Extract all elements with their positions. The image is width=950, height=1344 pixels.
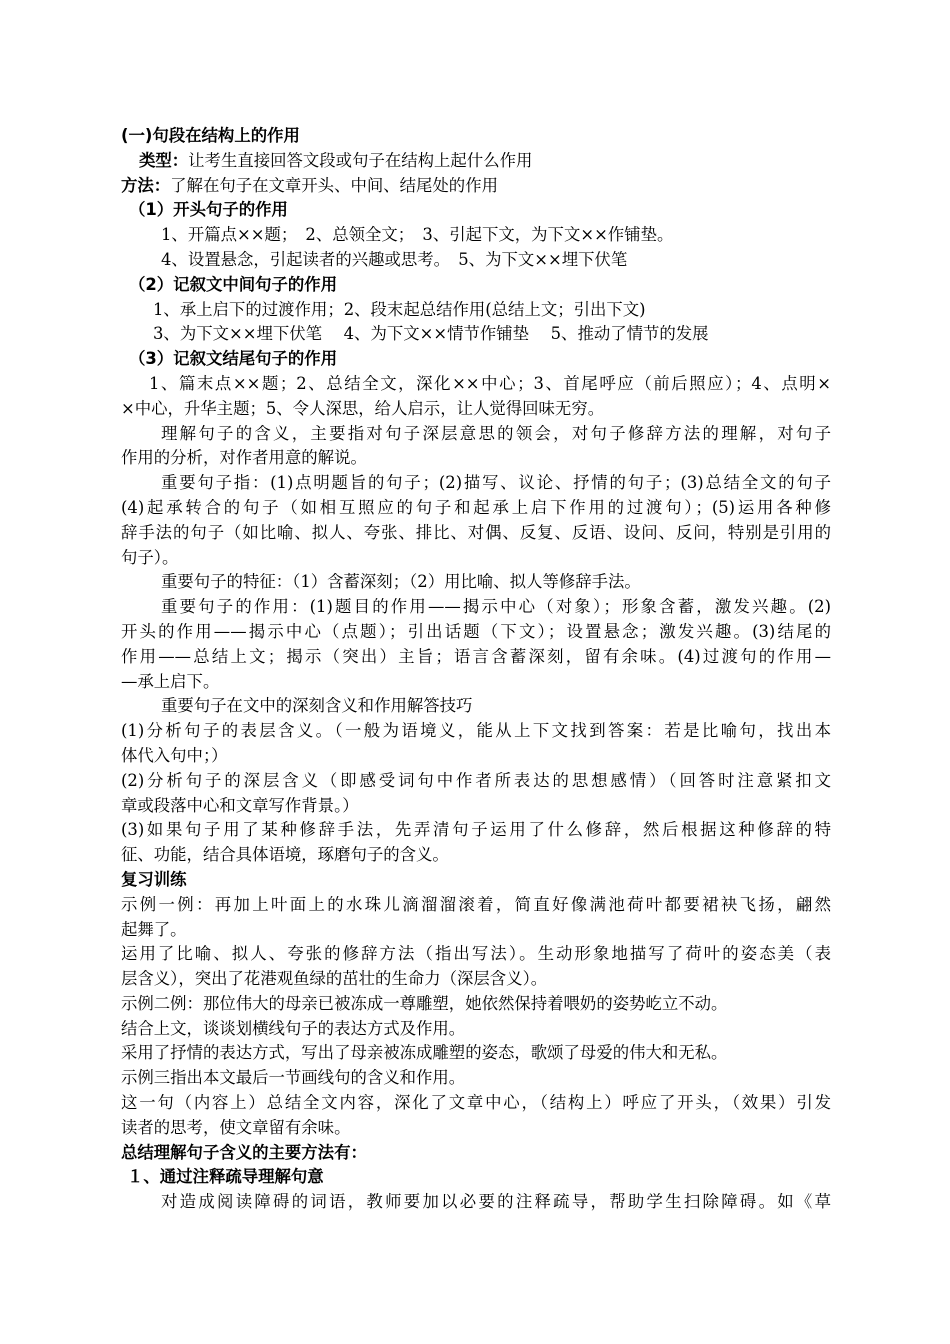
paragraph-line: 读者的思考，使文章留有余味。 bbox=[121, 1117, 351, 1137]
method-subheading: １、通过注释疏导理解句意 bbox=[127, 1167, 324, 1187]
opening-item-line: 1、开篇点××题； 2、总领全文； 3、引起下文，为下文××作铺垫。 bbox=[161, 225, 674, 245]
section-heading: (一)句段在结构上的作用 bbox=[121, 126, 300, 145]
review-heading: 复习训练 bbox=[121, 869, 187, 889]
paragraph-line: 运用了比喻、拟人、夸张的修辞方法（指出写法）。生动形象地描写了荷叶的姿态美（表 bbox=[121, 944, 831, 964]
paragraph-line: 重要句子在文中的深刻含义和作用解答技巧 bbox=[161, 696, 473, 716]
paragraph-line: 章或段落中心和文章写作背景。） bbox=[121, 795, 359, 815]
paragraph-line: ×中心，升华主题；5、令人深思，给人启示，让人觉得回味无穷。 bbox=[121, 398, 605, 418]
paragraph-line: 辞手法的句子（如比喻、拟人、夸张、排比、对偶、反复、反语、设问、反问，特别是引用的 bbox=[121, 522, 831, 542]
paragraph-line: 对造成阅读障碍的词语，教师要加以必要的注释疏导，帮助学生扫除障碍。如《草 bbox=[161, 1192, 831, 1212]
method-line bbox=[121, 174, 831, 199]
paragraph-line: 采用了抒情的表达方式，写出了母亲被冻成雕塑的姿态，歌颂了母爱的伟大和无私。 bbox=[121, 1043, 728, 1063]
paragraph-line: 重要句子的作用：(1)题目的作用——揭示中心（对象）；形象含蓄，激发兴趣。(2) bbox=[161, 597, 831, 617]
paragraph-line: 体代入句中；） bbox=[121, 745, 228, 765]
paragraph-line: 示例二例：那位伟大的母亲已被冻成一尊雕塑，她依然保持着喂奶的姿势屹立不动。 bbox=[121, 993, 728, 1013]
method-text: 了解在句子在文章开头、中间、结尾处的作用 bbox=[170, 175, 498, 195]
paragraph-line: (1)分析句子的表层含义。（一般为语境义，能从上下文找到答案：若是比喻句，找出本 bbox=[121, 721, 831, 741]
paragraph-line: 这一句（内容上）总结全文内容，深化了文章中心，（结构上）呼应了开头，（效果）引发 bbox=[121, 1093, 831, 1113]
paragraph-line: (3)如果句子用了某种修辞手法，先弄清句子运用了什么修辞，然后根据这种修辞的特 bbox=[121, 820, 831, 840]
method-label: 方法： bbox=[121, 175, 171, 195]
paragraph-line: 1、篇末点××题；2、总结全文，深化××中心；3、首尾呼应（前后照应）；4、点明× bbox=[149, 373, 831, 393]
document-page bbox=[121, 124, 831, 1215]
paragraph-line: 起舞了。 bbox=[121, 919, 187, 939]
paragraph-line: 重要句子的特征：（1）含蓄深刻；（2）用比喻、拟人等修辞手法。 bbox=[161, 572, 641, 592]
paragraph-line: 重要句子指：(1)点明题旨的句子；(2)描写、议论、抒情的句子；(3)总结全文的句子 bbox=[161, 473, 831, 493]
subheading-middle: （2）记叙文中间句子的作用 bbox=[129, 274, 338, 294]
paragraph-line: 作用——总结上文；揭示（突出）主旨；语言含蓄深刻，留有余味。(4)过渡句的作用— bbox=[121, 646, 831, 666]
paragraph-line: 理解句子的含义，主要指对句子深层意思的领会，对句子修辞方法的理解，对句子 bbox=[161, 423, 831, 443]
paragraph-line: (2)分析句子的深层含义（即感受词句中作者所表达的思想感情）（回答时注意紧扣文 bbox=[121, 770, 831, 790]
paragraph-line: 示例一例：再加上叶面上的水珠儿滴溜溜滚着，简直好像满池荷叶都要裙袂飞扬，翩然 bbox=[121, 894, 831, 914]
paragraph-line: 征、功能，结合具体语境，琢磨句子的含义。 bbox=[121, 845, 449, 865]
paragraph-line: —承上启下。 bbox=[121, 671, 220, 691]
type-line bbox=[121, 149, 831, 174]
middle-item-line: 3、为下文××埋下伏笔 4、为下文××情节作铺垫 5、推动了情节的发展 bbox=[153, 324, 709, 344]
type-label: 类型： bbox=[139, 150, 189, 170]
paragraph-line: (4)起承转合的句子（如相互照应的句子和起承上启下作用的过渡句）；(5)运用各种修 bbox=[121, 497, 831, 517]
type-text: 让考生直接回答文段或句子在结构上起什么作用 bbox=[188, 150, 533, 170]
paragraph-line: 层含义），突出了花港观鱼绿的茁壮的生命力（深层含义）。 bbox=[121, 969, 548, 989]
opening-item-line: 4、设置悬念，引起读者的兴趣或思考。 5、为下文××埋下伏笔 bbox=[161, 249, 628, 269]
paragraph-line: 作用的分析，对作者用意的解说。 bbox=[121, 448, 367, 468]
summary-heading: 总结理解句子含义的主要方法有： bbox=[121, 1142, 367, 1162]
paragraph-line: 结合上文，谈谈划横线句子的表达方式及作用。 bbox=[121, 1018, 466, 1038]
middle-item-line: 1、承上启下的过渡作用；2、段末起总结作用(总结上文；引出下文) bbox=[153, 299, 646, 319]
subheading-opening: （1）开头句子的作用 bbox=[129, 200, 288, 220]
subheading-ending: （3）记叙文结尾句子的作用 bbox=[129, 349, 338, 369]
paragraph-line: 示例三指出本文最后一节画线句的含义和作用。 bbox=[121, 1068, 466, 1088]
paragraph-line: 开头的作用——揭示中心（点题）；引出话题（下文）；设置悬念；激发兴趣。(3)结尾的 bbox=[121, 621, 831, 641]
paragraph-line: 句子）。 bbox=[121, 547, 179, 567]
